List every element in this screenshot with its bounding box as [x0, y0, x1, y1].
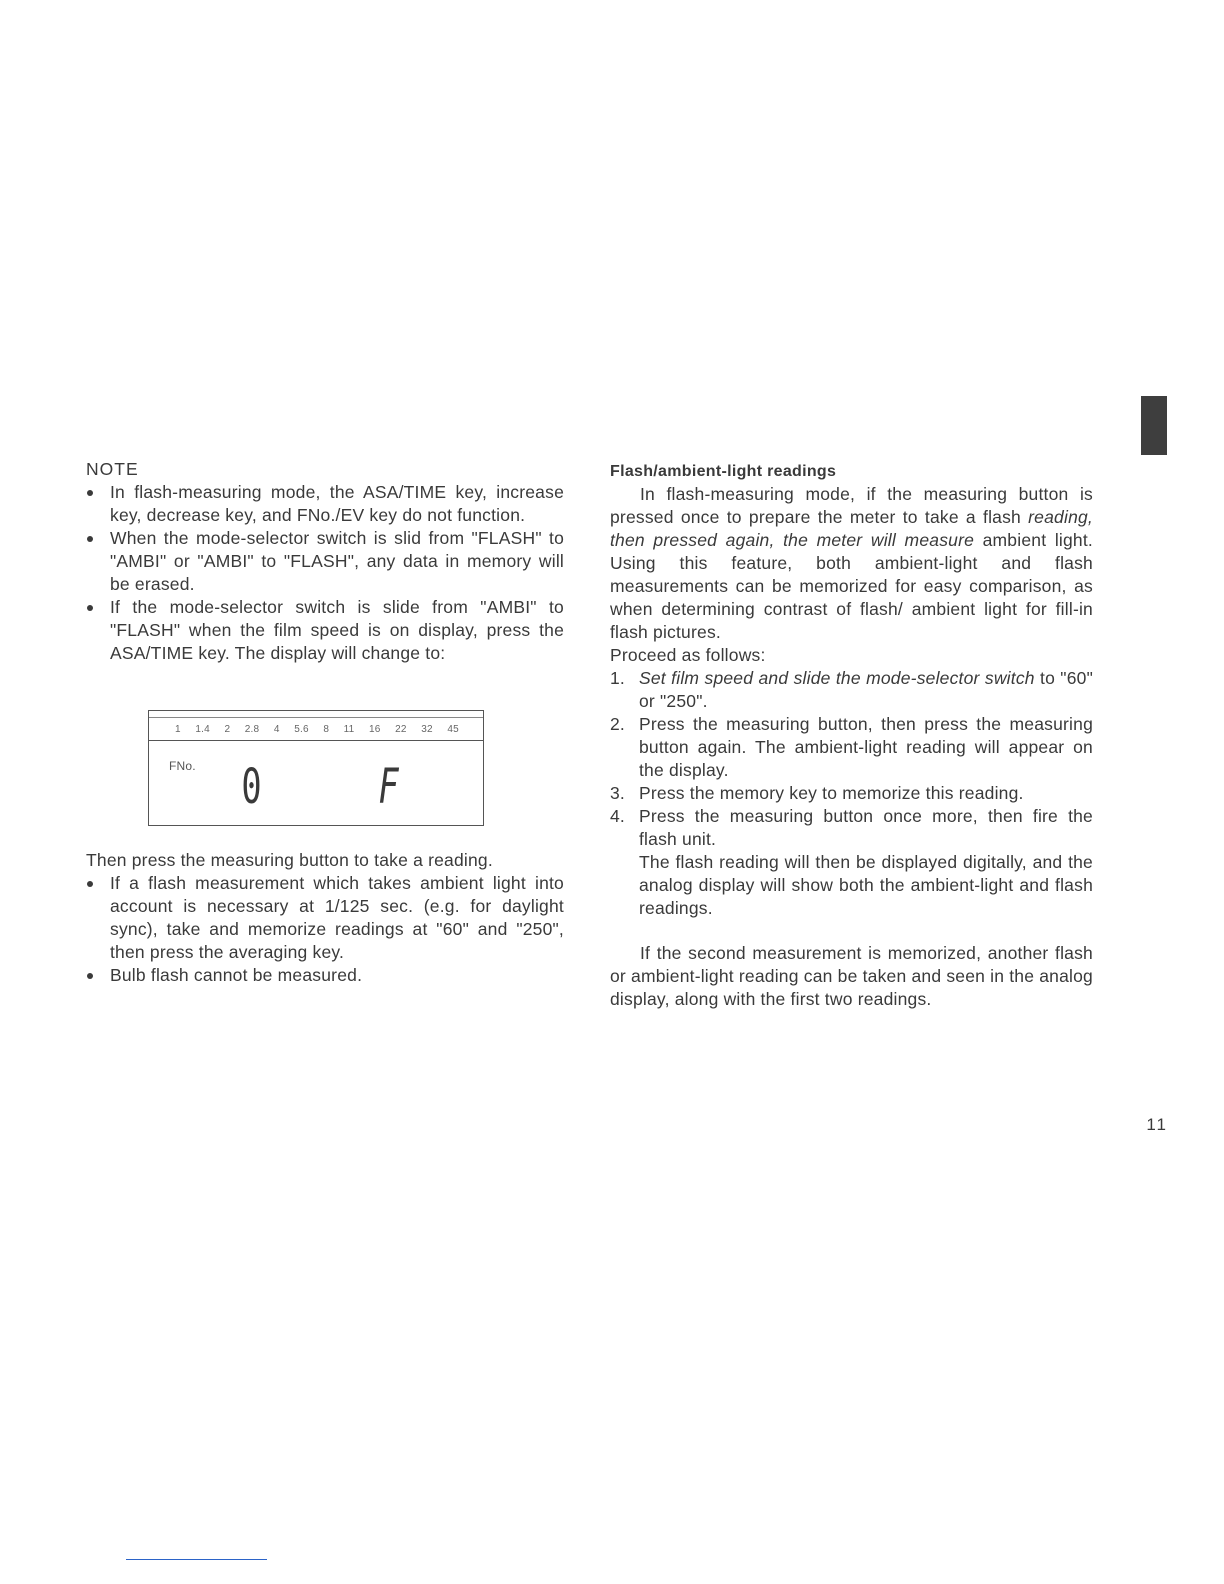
scale-tick: 32	[421, 723, 433, 735]
lcd-display-illustration	[148, 710, 484, 826]
after-display-text: Then press the measuring button to take a reading.	[86, 850, 493, 870]
step-4-extra: The flash reading will then be displayed digitally, and the analog display will show both the ambient-light and flash readings.	[639, 852, 1093, 918]
step-number: 2.	[610, 714, 625, 734]
scale-tick: 1.4	[195, 723, 210, 735]
note-bullet-list	[86, 481, 564, 665]
proceed-text: Proceed as follows:	[610, 645, 766, 665]
lcd-digit-f: F	[378, 759, 399, 815]
scale-tick: 45	[447, 723, 459, 735]
note-bullet-2: When the mode-selector switch is slid from "FLASH" to "AMBI" or "AMBI" to "FLASH", any data in memory will be erased.	[86, 527, 564, 596]
step-2	[610, 713, 1093, 782]
section-heading: Flash/ambient-light readings	[610, 463, 837, 480]
section-tab-mark	[1141, 396, 1167, 455]
intro-italic: reading, then pressed again, the meter will measure	[610, 507, 1093, 550]
fno-label: FNo.	[169, 759, 196, 773]
step-text: Press the measuring button, then press the measuring button again. The ambient-light reading will appear on the display.	[639, 714, 1093, 780]
steps-list	[610, 667, 1093, 920]
left-column	[86, 458, 564, 987]
scale-tick: 2	[224, 723, 231, 735]
step-text: to "60" or "250".	[639, 668, 1093, 711]
note-title: NOTE	[86, 459, 139, 479]
right-column	[610, 460, 1093, 1011]
step-1	[610, 667, 1093, 713]
note-bullet-3: If the mode-selector switch is slide from "AMBI" to "FLASH" when the film speed is on display, press the ASA/TIME key. The display will change to:	[86, 596, 564, 665]
closing-paragraph: If the second measurement is memorized, another flash or ambient-light reading can be taken and seen in the analog display, along with the first two readings.	[610, 943, 1093, 1009]
step-number: 3.	[610, 783, 625, 803]
fnumber-scale	[149, 717, 483, 741]
intro-paragraph	[610, 483, 1093, 644]
scale-tick: 1	[175, 723, 181, 735]
intro-rest: ambient light. Using this feature, both ambient-light and flash measurements can be memorized for easy comparison, as when determining contrast of flash/ ambient light for fill-in flash pictures.	[610, 530, 1093, 642]
footer-line	[126, 1559, 267, 1560]
after-bullet-list	[86, 872, 564, 987]
step-text: Press the measuring button once more, then fire the flash unit.	[639, 806, 1093, 849]
scale-tick: 5.6	[294, 723, 309, 735]
scale-tick: 4	[273, 723, 280, 735]
scale-tick: 22	[395, 723, 407, 735]
step-text: Press the memory key to memorize this reading.	[639, 783, 1024, 803]
page-number: 11	[1146, 1115, 1168, 1134]
step-italic-text: Set film speed and slide the mode-selector switch	[639, 668, 1035, 688]
step-4	[610, 805, 1093, 920]
after-bullet-2: Bulb flash cannot be measured.	[86, 964, 564, 987]
lcd-digit-zero: 0	[241, 759, 262, 815]
scale-tick: 16	[369, 723, 381, 735]
scale-tick: 11	[343, 723, 355, 735]
scale-tick: 2.8	[244, 723, 260, 735]
scale-tick: 8	[323, 723, 330, 735]
intro-plain: In flash-measuring mode, if the measuring button is pressed once to prepare the meter to take a flash	[610, 484, 1093, 527]
step-number: 4.	[610, 806, 625, 826]
step-3	[610, 782, 1093, 805]
step-number: 1.	[610, 668, 625, 688]
after-bullet-1: If a flash measurement which takes ambient light into account is necessary at 1/125 sec. (e.g. for daylight sync), take and memorize readings at "60" and "250", then press the averaging key.	[86, 872, 564, 964]
note-bullet-1: In flash-measuring mode, the ASA/TIME key, increase key, decrease key, and FNo./EV key do not function.	[86, 481, 564, 527]
